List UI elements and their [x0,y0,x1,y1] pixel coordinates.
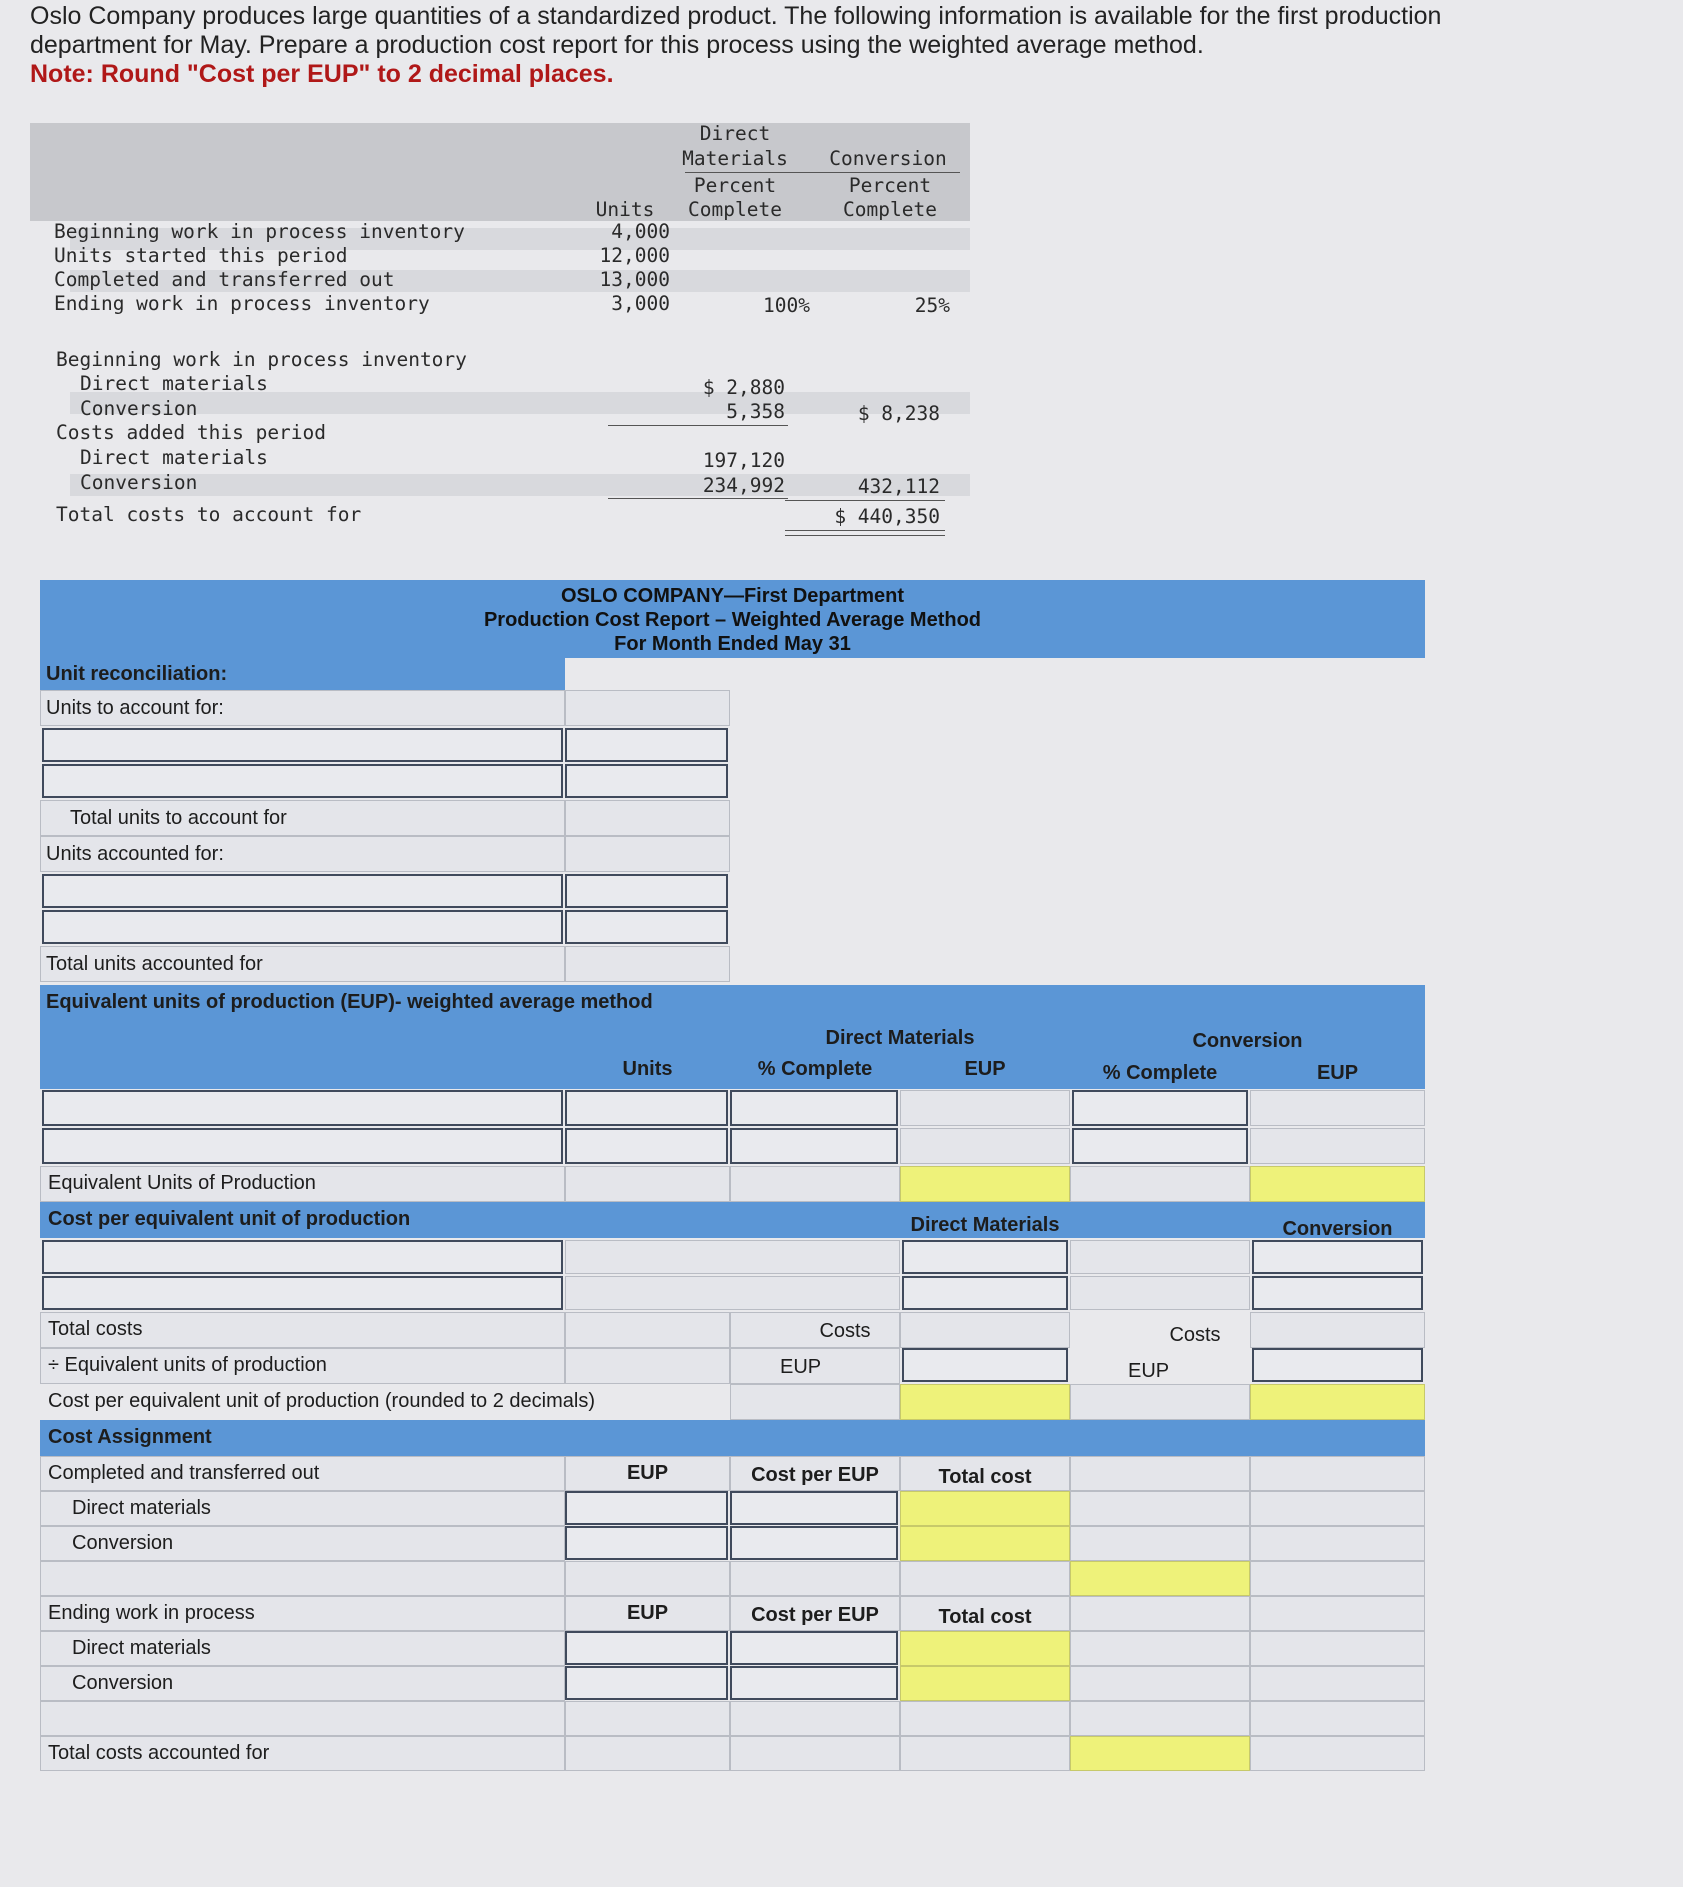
dm-pct-1: Percent [693,174,777,197]
dm-eup-total [900,1166,1070,1202]
co-total-row [40,1561,565,1596]
dm-eup-cell-1 [900,1090,1070,1126]
units-row-label: Units started this period [54,244,348,267]
conv-eup-cell-1 [1250,1090,1425,1126]
cost-value: 5,358 [726,400,785,423]
units-to-account-value-input-2[interactable] [565,764,728,798]
cell [900,1736,1070,1771]
total-units-accounted-label: Total units accounted for [46,953,263,975]
conv-cost-per-eup [1250,1384,1425,1420]
eup-units-input-1[interactable] [565,1090,728,1126]
conv-eup-cell-2 [1250,1128,1425,1164]
cell [730,1384,900,1420]
cost-row-label: Conversion [80,471,198,494]
ewip-eup-col: EUP [626,1602,669,1624]
cell [565,690,730,726]
co-dm-cost-per-eup-input[interactable] [730,1491,898,1525]
dm-total-costs [900,1312,1070,1348]
units-row-value: 4,000 [611,220,670,243]
units-accounted-label-input-2[interactable] [42,910,563,944]
cost-row-label: Direct materials [80,446,268,469]
question-prompt [30,2,1470,89]
dm-eup-input[interactable] [902,1348,1068,1382]
cell [565,1312,730,1348]
cell [900,1561,1070,1596]
cell [565,1348,730,1384]
cell [730,1166,900,1202]
co-total-cost [1070,1561,1250,1596]
conv-costs-lbl: Costs [1169,1324,1221,1346]
cell [1070,1456,1250,1491]
cell [565,1561,730,1596]
cost-row-label: Conversion [80,397,198,420]
subtotal-rule [785,500,945,501]
co-total-cost-col: Total cost [938,1466,1032,1488]
cost-value: $ 8,238 [857,402,940,425]
conv-eup-lbl: EUP [1128,1360,1170,1382]
units-row-label: Beginning work in process inventory [54,220,465,243]
cell [1250,1631,1425,1666]
conv-group-header: Conversion [1192,1030,1303,1052]
cell [1070,1666,1250,1701]
ewip-conv-cost-per-eup-input[interactable] [730,1666,898,1700]
co-dm-eup-input[interactable] [565,1491,728,1525]
units-row-label: Completed and transferred out [54,268,395,291]
ewip-total-cost-col: Total cost [938,1606,1032,1628]
ewip-total-row [40,1701,565,1736]
dm-pct-2: Complete [688,198,782,221]
cell [1250,1596,1425,1631]
dm-eup-lbl: EUP [780,1356,822,1378]
conv-pct-col-header: % Complete [1102,1062,1218,1084]
report-title-name: Production Cost Report – Weighted Average Method [483,609,982,631]
cost-value: $ 440,350 [834,505,940,528]
prompt-line-1: Oslo Company produces large quantities of a standardized product. The following information is available for the first production [30,2,1442,30]
cell [1250,1456,1425,1491]
dm-group-header: Direct Materials [825,1027,975,1049]
cost-per-eup-header: Cost per equivalent unit of production [48,1208,411,1230]
dm-costs-lbl: Costs [819,1320,871,1342]
cost-per-eup-rounded-label: Cost per equivalent unit of production (rounded to 2 decimals) [48,1390,595,1412]
cell [565,1736,730,1771]
cost-value: 432,112 [857,475,940,498]
cost-assignment-label: Cost Assignment [48,1426,212,1448]
units-accounted-label-input-1[interactable] [42,874,563,908]
units-col-header: Units [622,1058,673,1080]
cell [730,1701,900,1736]
cell [565,1701,730,1736]
co-conv-label: Conversion [72,1532,174,1554]
units-accounted-label: Units accounted for: [46,843,224,865]
cell [565,1276,900,1310]
ewip-dm-total-cost [900,1631,1070,1666]
ewip-total-cost [1070,1701,1250,1736]
units-to-account-label: Units to account for: [46,697,224,719]
cell [1250,1491,1425,1526]
co-dm-total-cost [900,1491,1070,1526]
cell [565,1166,730,1202]
eup-label-input-2[interactable] [42,1128,563,1164]
cost-row-label: Direct materials [80,372,268,395]
production-cost-report [40,580,1425,1770]
units-to-account-label-input-1[interactable] [42,728,563,762]
co-conv-eup-input[interactable] [565,1526,728,1560]
dm-cost-input-1[interactable] [902,1240,1068,1274]
ewip-conv-eup-input[interactable] [565,1666,728,1700]
cost-value: $ 2,880 [702,376,785,399]
total-units-to-account-value [565,800,730,836]
units-accounted-value-input-1[interactable] [565,874,728,908]
conv-pct-1: Percent [848,174,932,197]
conv-eup-total [1250,1166,1425,1202]
conv-eup-col-header: EUP [1316,1062,1359,1084]
total-double-rule [785,530,945,536]
cell [1070,1631,1250,1666]
cell [1070,1166,1250,1202]
cell [565,836,730,872]
eup-header-label: Equivalent units of production (EUP)- weighted average method [46,991,653,1013]
dm-col-header: Direct Materials [910,1214,1060,1236]
eup-label-input-1[interactable] [42,1090,563,1126]
cell [1070,1240,1250,1274]
cell [730,1736,900,1771]
cell [1070,1526,1250,1561]
co-eup-col: EUP [626,1462,669,1484]
dm-header-1: Direct [699,122,771,145]
total-costs-accounted-value [1070,1736,1250,1771]
conv-pct-2: Complete [843,198,937,221]
cell [1250,1526,1425,1561]
conv-pct-input-1[interactable] [1072,1090,1248,1126]
cell [730,1561,900,1596]
ending-conv-pct: 25% [914,294,950,317]
cost-row-label: Total costs to account for [56,503,362,526]
dm-pct-input-2[interactable] [730,1128,898,1164]
report-title-period: For Month Ended May 31 [614,633,851,655]
prompt-line-2: department for May. Prepare a production cost report for this process using the weighted average method. [30,31,1204,59]
conv-col-header: Conversion [1282,1218,1393,1240]
total-units-to-account-label: Total units to account for [70,807,287,829]
cost-label-input-2[interactable] [42,1276,563,1310]
cell [565,1240,900,1274]
ewip-dm-cost-per-eup-input[interactable] [730,1631,898,1665]
cost-value: 197,120 [702,449,785,472]
conv-eup-input[interactable] [1252,1348,1423,1382]
dm-cost-input-2[interactable] [902,1276,1068,1310]
cell [900,1701,1070,1736]
units-row-value: 12,000 [599,244,670,267]
eup-units-input-2[interactable] [565,1128,728,1164]
conv-cost-input-2[interactable] [1252,1276,1423,1310]
units-row-label: Ending work in process inventory [54,292,430,315]
ending-dm-pct: 100% [763,294,810,317]
total-costs-accounted-label: Total costs accounted for [48,1742,270,1764]
ewip-conv-label: Conversion [72,1672,174,1694]
ewip-conv-total-cost [900,1666,1070,1701]
units-header: Units [595,198,655,221]
ewip-dm-eup-input[interactable] [565,1631,728,1665]
header-rule [685,172,960,173]
prompt-note: Note: Round "Cost per EUP" to 2 decimal places. [30,60,614,88]
cell [1250,1561,1425,1596]
subtotal-rule [608,425,788,426]
cost-value: 234,992 [702,474,785,497]
co-conv-total-cost [900,1526,1070,1561]
cell [1250,1666,1425,1701]
cell [1250,1736,1425,1771]
ewip-cost-per-eup-col: Cost per EUP [751,1604,879,1626]
units-to-account-label-input-2[interactable] [42,764,563,798]
given-data-table [30,120,970,540]
conv-header-1: Conversion [829,147,947,170]
conv-total-costs [1250,1312,1425,1348]
eup-total-label: Equivalent Units of Production [48,1172,316,1194]
dm-cost-per-eup [900,1384,1070,1420]
units-row-value: 13,000 [599,268,670,291]
units-to-account-value-input-1[interactable] [565,728,728,762]
report-title-company: OSLO COMPANY—First Department [561,585,904,607]
cost-assignment-band [40,1420,1425,1456]
cell [1070,1596,1250,1631]
ewip-dm-label: Direct materials [72,1637,211,1659]
completed-out-label: Completed and transferred out [48,1462,320,1484]
unit-recon-label: Unit reconciliation: [46,663,228,685]
conv-pct-input-2[interactable] [1072,1128,1248,1164]
cell [1250,1701,1425,1736]
co-cost-per-eup-col: Cost per EUP [751,1464,879,1486]
cost-label-input-1[interactable] [42,1240,563,1274]
co-dm-label: Direct materials [72,1497,211,1519]
ending-wip-label: Ending work in process [48,1602,255,1624]
dm-header-2: Materials [682,147,788,170]
cost-row-label: Beginning work in process inventory [56,348,467,371]
co-conv-cost-per-eup-input[interactable] [730,1526,898,1560]
total-units-accounted-value [565,946,730,982]
div-eup-label: ÷ Equivalent units of production [48,1354,327,1376]
cell [1070,1384,1250,1420]
cell [1070,1276,1250,1310]
dm-pct-input-1[interactable] [730,1090,898,1126]
conv-cost-input-1[interactable] [1252,1240,1423,1274]
subtotal-rule [608,498,788,499]
total-costs-label: Total costs [48,1318,143,1340]
cost-row-label: Costs added this period [56,421,327,444]
dm-pct-col-header: % Complete [757,1058,873,1080]
cell [1070,1491,1250,1526]
units-accounted-value-input-2[interactable] [565,910,728,944]
units-row-value: 3,000 [611,292,670,315]
dm-eup-col-header: EUP [964,1058,1006,1080]
dm-eup-cell-2 [900,1128,1070,1164]
